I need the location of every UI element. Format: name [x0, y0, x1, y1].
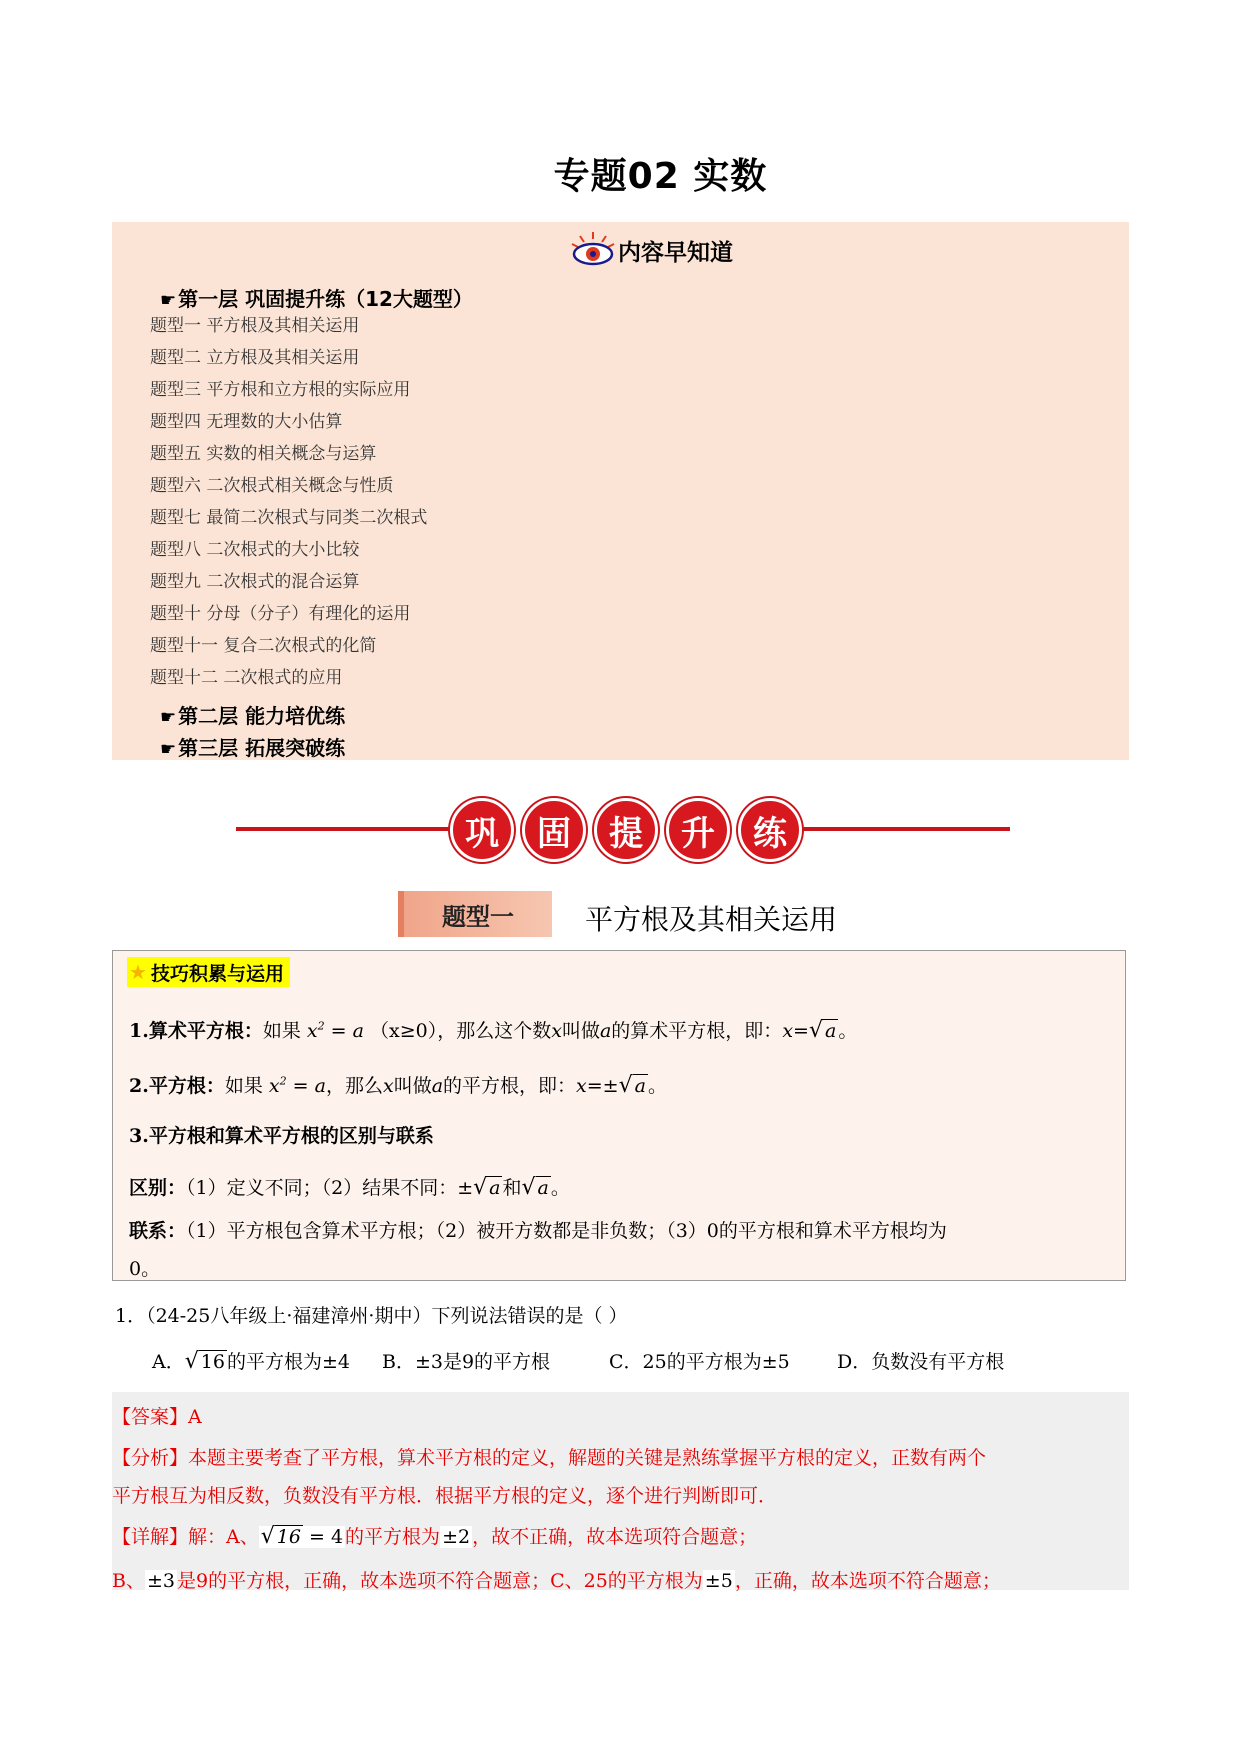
toc-item: 题型九 二次根式的混合运算 — [150, 572, 360, 592]
toc-item: 题型十一 复合二次根式的化简 — [150, 636, 377, 656]
banner-line-right — [790, 827, 1010, 831]
answer-label: 【答案】A — [112, 1406, 202, 1428]
tip-line-5: 联系：（1）平方根包含算术平方根；（2）被开方数都是非负数；（3）0的平方根和算术平方根均为 — [129, 1220, 947, 1242]
option-c: C．25的平方根为±5 — [609, 1351, 790, 1373]
pointing-hand-icon: ☛ — [160, 739, 177, 760]
section-banner — [450, 798, 802, 862]
eye-icon — [570, 230, 616, 270]
toc-item: 题型四 无理数的大小估算 — [150, 412, 343, 432]
tip-line-2: 2.平方根：如果 $x^2 = a$，那么x叫做a的平方根，即：x=±√ a 。 — [129, 1073, 667, 1098]
option-d: D．负数没有平方根 — [837, 1351, 1005, 1373]
toc-item: 题型十 分母（分子）有理化的运用 — [150, 604, 411, 624]
banner-char: 练 — [738, 798, 802, 862]
toc-header — [570, 230, 733, 270]
question-options — [152, 1347, 1004, 1374]
type-name: 平方根及其相关运用 — [585, 903, 838, 936]
question-stem: 1．（24-25八年级上·福建漳州·期中）下列说法错误的是（ ） — [115, 1305, 628, 1327]
toc-item: 题型五 实数的相关概念与运算 — [150, 444, 377, 464]
banner-line-left — [236, 827, 451, 831]
toc-layer-2: ☛ 第二层 能力培优练 — [160, 704, 346, 728]
tip-line-4: 区别：（1）定义不同；（2）结果不同：±√ a 和√ a 。 — [129, 1175, 570, 1200]
toc-item: 题型六 二次根式相关概念与性质 — [150, 476, 394, 496]
toc-layer-1: ☛ 第一层 巩固提升练（12大题型） — [160, 287, 473, 311]
toc-item: 题型十二 二次根式的应用 — [150, 668, 343, 688]
pointing-hand-icon: ☛ — [160, 290, 177, 311]
banner-char: 固 — [522, 798, 586, 862]
analysis-line-2: 平方根互为相反数，负数没有平方根．根据平方根的定义，逐个进行判断即可． — [112, 1485, 778, 1507]
tip-line-3: 3.平方根和算术平方根的区别与联系 — [129, 1125, 434, 1147]
toc-item: 题型八 二次根式的大小比较 — [150, 540, 360, 560]
banner-char: 巩 — [450, 798, 514, 862]
toc-layer-3: ☛ 第三层 拓展突破练 — [160, 736, 346, 760]
pointing-hand-icon: ☛ — [160, 707, 177, 728]
option-a: A．√ 16 的平方根为±4 — [152, 1349, 350, 1374]
toc-item: 题型一 平方根及其相关运用 — [150, 316, 360, 336]
tip-line-1: 1.算术平方根：如果 $x^2 = a$ （x≥0），那么这个数x叫做a的算术平方根，即：x=√ a 。 — [129, 1018, 858, 1043]
detail-line-1: 【详解】解：A、√ 16 = 4 的平方根为 ±2 ，故不正确，故本选项符合题意； — [112, 1524, 758, 1549]
banner-char: 提 — [594, 798, 658, 862]
toc-item: 题型二 立方根及其相关运用 — [150, 348, 360, 368]
option-b: B．±3是9的平方根 — [382, 1351, 551, 1373]
toc-item: 题型七 最简二次根式与同类二次根式 — [150, 508, 428, 528]
banner-char: 升 — [666, 798, 730, 862]
star-icon: ★ — [129, 960, 147, 984]
toc-item: 题型三 平方根和立方根的实际应用 — [150, 380, 411, 400]
toc-header-label: 内容早知道 — [618, 239, 733, 266]
tips-badge: ★ 技巧积累与运用 — [127, 957, 290, 987]
page-title: 专题02 实数 — [553, 156, 768, 197]
detail-line-2: B、 ±3 是9的平方根，正确，故本选项不符合题意；C、25的平方根为 ±5 ，正确，故本选项不符合题意； — [112, 1570, 1001, 1592]
analysis-line-1: 【分析】本题主要考查了平方根，算术平方根的定义，解题的关键是熟练掌握平方根的定义，正数有两个 — [112, 1447, 987, 1469]
tip-line-6: 0。 — [129, 1258, 161, 1280]
type-tag: 题型一 — [398, 891, 552, 937]
